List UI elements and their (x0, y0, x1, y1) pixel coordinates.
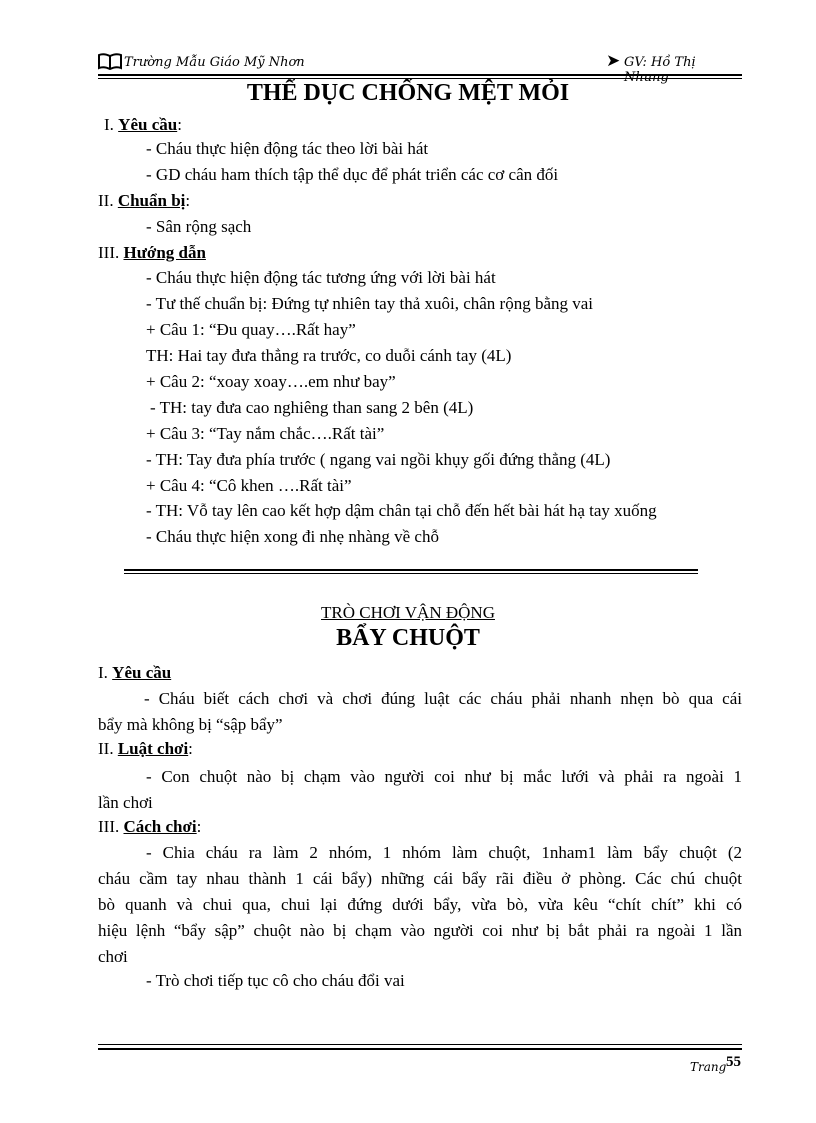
page-label: Trang (690, 1060, 727, 1074)
arrow-right-icon: ➤ (606, 51, 621, 70)
section-heading: Yêu cầu (118, 115, 178, 134)
section-colon: : (177, 115, 182, 134)
page-number: 55 (726, 1054, 741, 1070)
page-header (98, 50, 740, 85)
list-item: TH: Hai tay đưa thẳng ra trước, co duỗi cánh tay (4L) (146, 346, 512, 365)
section-number: I. (98, 663, 108, 682)
heading-chuan-bi (98, 190, 190, 212)
list-item: - GD cháu ham thích tập thể dục để phát triển các cơ cân đối (146, 165, 559, 184)
paragraph-yeu-cau (98, 686, 742, 738)
section-number: II. (98, 191, 114, 210)
section-number: III. (98, 817, 120, 836)
section-colon: : (185, 191, 191, 210)
paragraph-luat-choi (98, 764, 742, 816)
footer-rule (98, 1048, 742, 1050)
list-item: - Tư thế chuẩn bị: Đứng tự nhiên tay thả xuôi, chân rộng bằng vai (146, 294, 594, 313)
paragraph-line: cháu cầm tay nhau thành 1 cái bẩy) những cái bẩy rãi điều ở phòng. Các chú chuột (98, 869, 742, 888)
paragraph-line: - Cháu biết cách chơi và chơi đúng luật các cháu phải nhanh nhẹn bò qua cái (144, 689, 742, 708)
section-heading: Chuẩn bị (117, 191, 186, 210)
list-item: - Cháu thực hiện động tác theo lời bài hát (146, 139, 429, 158)
section-number: I. (104, 115, 114, 134)
paragraph-line: bò quanh và chui qua, chui lại đứng dưới bẩy, vừa bò, vừa kêu “chít chít” khi có (98, 895, 742, 914)
list-item: - Trò chơi tiếp tục cô cho cháu đổi vai (146, 971, 405, 990)
section-divider-thin (124, 573, 698, 574)
list-item: - Cháu thực hiện xong đi nhẹ nhàng về chỗ (146, 527, 439, 546)
section-heading: Cách chơi (123, 817, 197, 836)
paragraph-cach-choi (98, 840, 742, 970)
paragraph-line: - Chia cháu ra làm 2 nhóm, 1 nhóm làm chuột, 1nham1 làm bẩy chuột (2 (146, 843, 742, 862)
heading-yeu-cau-2 (98, 662, 171, 684)
book-icon (98, 52, 122, 75)
list-item: - Cháu thực hiện động tác tương ứng với lời bài hát (146, 268, 496, 287)
header-rule-thin (98, 78, 742, 79)
heading-huong-dan (98, 242, 206, 264)
section-number: II. (98, 739, 114, 758)
list-item: + Câu 1: “Đu quay….Rất hay” (146, 320, 356, 339)
heading-cach-choi (98, 816, 201, 838)
list-item: - TH: Vỗ tay lên cao kết hợp dậm chân tại chỗ đến hết bài hát hạ tay xuống (146, 501, 657, 520)
paragraph-line: - Con chuột nào bị chạm vào người coi như bị mắc lưới và phải ra ngoài 1 (146, 767, 742, 786)
paragraph-line: hiệu lệnh “bẩy sập” chuột nào bị chạm vào người coi như bị bắt phải ra ngoài 1 lần (98, 921, 742, 940)
header-rule (98, 74, 742, 76)
list-item: - TH: tay đưa cao nghiêng than sang 2 bên (4L) (150, 398, 474, 417)
school-name: Trường Mẫu Giáo Mỹ Nhơn (124, 55, 305, 70)
teacher-name: GV: Hồ Thị Nhung (624, 55, 696, 85)
paragraph-line: bẩy mà không bị “sập bẩy” (98, 715, 283, 734)
section-number: III. (98, 243, 120, 262)
page-title: THỂ DỤC CHỐNG MỆT MỎI (246, 80, 570, 106)
game-title: BẨY CHUỘT (336, 625, 480, 651)
paragraph-line: chơi (98, 947, 128, 966)
section-colon: : (188, 739, 193, 758)
list-item: + Câu 3: “Tay nắm chắc….Rất tài” (146, 424, 385, 443)
section-divider (124, 569, 698, 571)
section-heading: Yêu cầu (112, 663, 172, 682)
list-item: - TH: Tay đưa phía trước ( ngang vai ngồi khụy gối đứng thẳng (4L) (146, 450, 611, 469)
paragraph-line: lần chơi (98, 793, 153, 812)
list-item: - Sân rộng sạch (146, 217, 252, 236)
heading-luat-choi (98, 738, 193, 760)
section-colon: : (196, 817, 202, 836)
section-heading: Hướng dẫn (123, 243, 206, 262)
section-heading: Luật chơi (117, 739, 189, 758)
list-item: + Câu 2: “xoay xoay….em như bay” (146, 372, 396, 391)
footer-rule-thin (98, 1044, 742, 1045)
heading-yeu-cau (104, 114, 182, 136)
list-item: + Câu 4: “Cô khen ….Rất tài” (146, 476, 352, 495)
game-subtitle: TRÒ CHƠI VẬN ĐỘNG (321, 603, 495, 622)
